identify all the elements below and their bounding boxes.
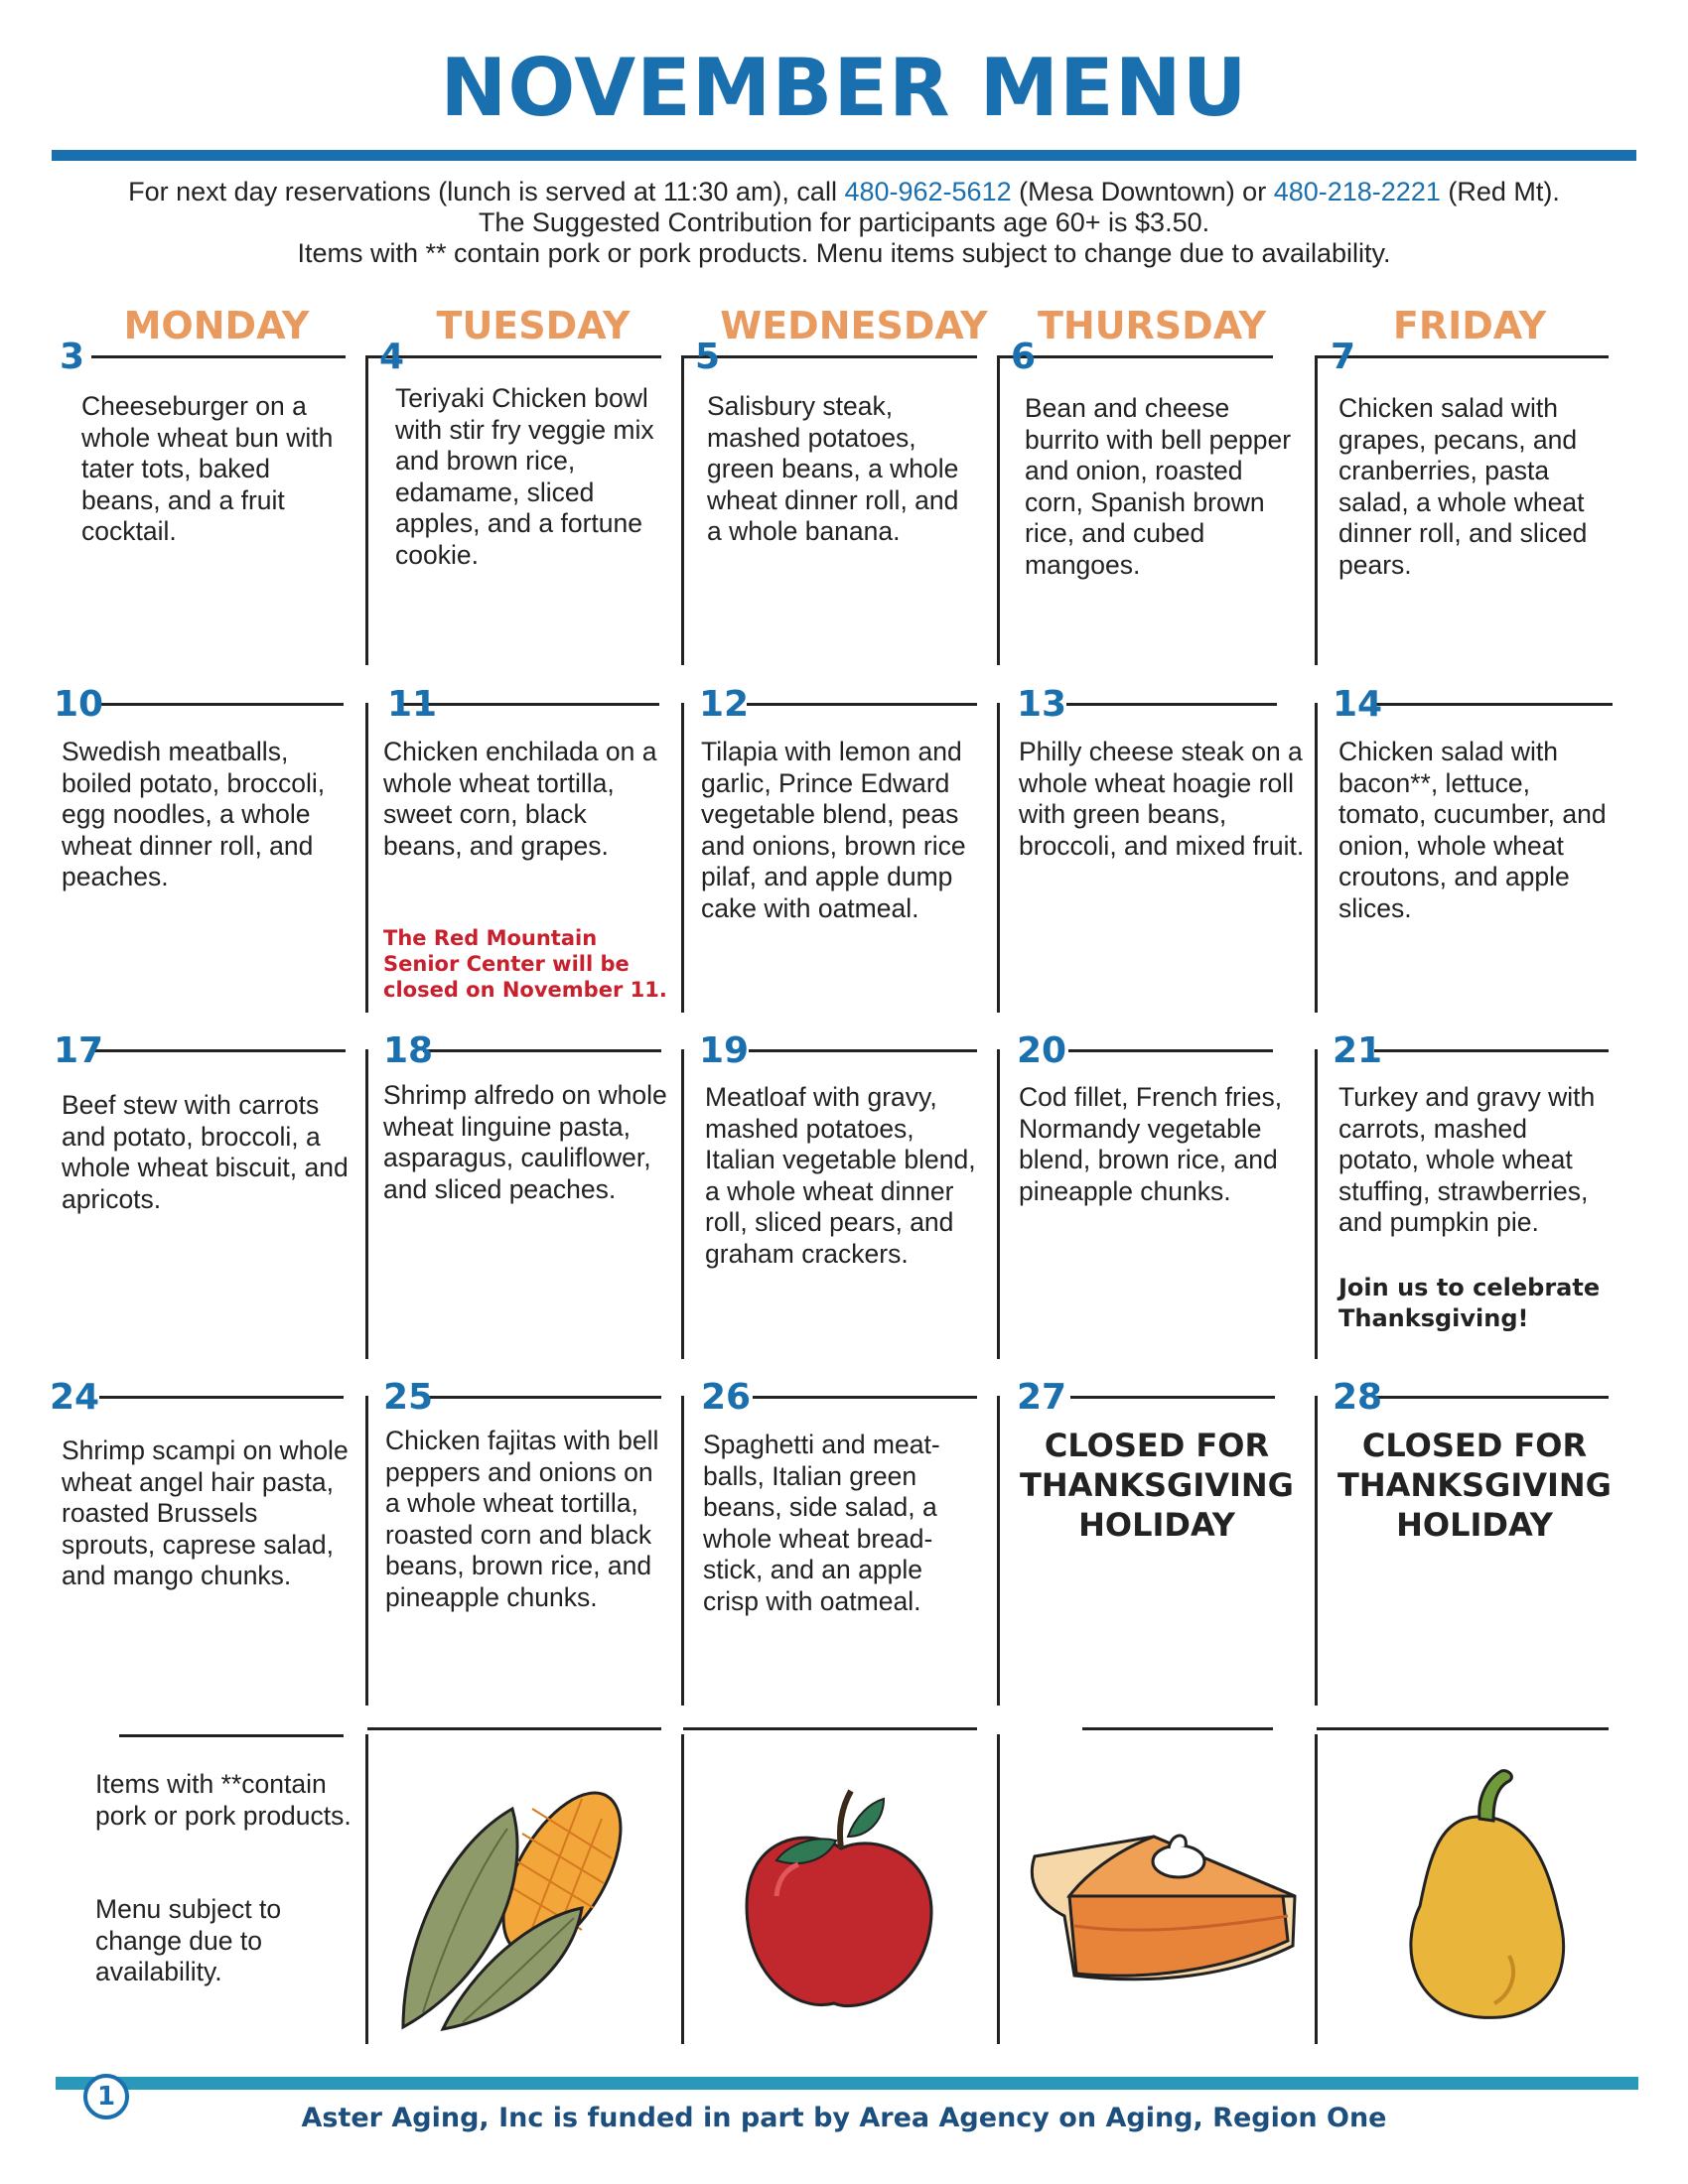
footer-rule [56,2077,1638,2090]
grid-line [91,1049,346,1052]
date-number: 14 [1333,684,1383,725]
meal-description: Chicken salad with grapes, pecans, and cranberries, pasta salad, a whole wheat dinner roll, and sliced pears. [1338,393,1588,580]
day-wednesday: WEDNESDAY [720,304,988,347]
grid-line [1317,355,1609,358]
grid-line [1374,1396,1609,1399]
grid-line [99,1396,344,1399]
phone-mesa-link[interactable]: 480-962-5612 [844,177,1012,206]
grid-line [1315,1734,1318,2044]
meal-description: Shrimp scampi on whole wheat angel hair pasta, roasted Brussels sprouts, caprese salad, and mango chunks. [62,1435,349,1590]
grid-line [365,355,368,665]
closed-notice: CLOSED FOR THANKSGIVING HOLIDAY [1337,1427,1612,1544]
meal-description: Chicken salad with bacon**, lettuce, tomato, cucumber, and onion, whole wheat croutons, and apple slices. [1338,737,1607,923]
corn-icon [383,1769,671,2037]
grid-line [365,703,368,1013]
meal-description: Spaghetti and meat-balls, Italian green beans, side salad, a whole wheat bread-stick, and an apple crisp with oatmeal. [703,1430,940,1616]
date-number: 19 [699,1030,750,1071]
grid-line [749,1049,977,1052]
day-thursday: THURSDAY [1037,304,1267,347]
closed-notice: CLOSED FOR THANKSGIVING HOLIDAY [1020,1427,1294,1544]
thanksgiving-invite: Join us to celebrate Thanksgiving! [1338,1274,1601,1332]
meal-description: Chicken enchilada on a whole wheat tortilla, sweet corn, black beans, and grapes. [383,737,657,861]
page-number: 1 [83,2074,129,2119]
grid-line [681,1734,684,2044]
date-number: 27 [1017,1377,1067,1418]
grid-line [997,1734,1000,2044]
grid-line [1068,1049,1273,1052]
grid-line [747,703,977,706]
date-number: 3 [60,337,85,377]
grid-line [365,1049,368,1359]
meal-description: Tilapia with lemon and garlic, Prince Edward vegetable blend, peas and onions, brown rice pilaf, and apple dump cake with oatmeal. [701,737,966,923]
date-number: 7 [1331,337,1356,377]
grid-line [1315,703,1318,1013]
grid-line [997,1396,1000,1706]
meal-description: Shrimp alfredo on whole wheat linguine pasta, asparagus, cauliflower, and sliced peaches. [383,1080,667,1204]
meal-description: Cod fillet, French fries, Normandy vegetable blend, brown rice, and pineapple chunks. [1019,1082,1283,1206]
meal-description: Chicken fajitas with bell peppers and onions on a whole wheat tortilla, roasted corn and black beans, brown rice, and pineapple chunks. [385,1426,659,1612]
contribution-line: The Suggested Contribution for participants age 60+ is $3.50. [478,207,1210,237]
grid-line [119,1734,344,1737]
closure-notice: The Red Mountain Senior Center will be closed on November 11. [383,926,667,1002]
meal-description: Bean and cheese burrito with bell pepper and onion, roasted corn, Spanish brown rice, and cubed mangoes. [1025,393,1292,580]
phone-red-mt-link[interactable]: 480-218-2221 [1273,177,1441,206]
grid-line [91,355,346,358]
funding-footer: Aster Aging, Inc is funded in part by Area Agency on Aging, Region One [301,2103,1387,2133]
meal-description: Swedish meatballs, boiled potato, broccoli, egg noodles, a whole wheat dinner roll, and peaches. [62,737,326,891]
meal-description: Philly cheese steak on a whole wheat hoagie roll with green beans, broccoli, and mixed fruit. [1019,737,1305,861]
page-title: NOVEMBER MENU [440,42,1248,134]
meal-description: Teriyaki Chicken bowl with stir fry veggie mix and brown rice, edamame, sliced apples, and a fortune cookie. [395,383,654,570]
grid-line [999,355,1273,358]
grid-line [1315,355,1318,665]
intro-text [0,177,1688,269]
pumpkin-pie-icon [1005,1777,1313,2005]
day-friday: FRIDAY [1392,304,1547,347]
grid-line [681,1049,684,1359]
grid-line [683,355,977,358]
pork-legend: Items with **contain pork or pork products. [95,1769,352,1831]
date-number: 25 [383,1377,434,1418]
date-number: 24 [50,1377,100,1418]
date-number: 17 [54,1030,104,1071]
grid-line [367,1727,661,1730]
grid-line [1374,1049,1609,1052]
apple-icon [717,1777,965,2025]
date-number: 18 [383,1030,434,1071]
grid-line [429,1396,661,1399]
date-number: 20 [1017,1030,1067,1071]
grid-line [997,1049,1000,1359]
date-number: 26 [701,1377,752,1418]
date-number: 13 [1017,684,1067,725]
grid-line [681,703,684,1013]
grid-line [365,1734,368,2044]
meal-description: Turkey and gravy with carrots, mashed potato, whole wheat stuffing, strawberries, and pumpkin pie. [1338,1082,1596,1237]
grid-line [997,703,1000,1013]
grid-line [365,1396,368,1706]
grid-line [681,355,684,665]
grid-line [753,1396,977,1399]
grid-line [1066,703,1277,706]
meal-description: Salisbury steak, mashed potatoes, green beans, a whole wheat dinner roll, and a whole banana. [707,391,959,546]
grid-line [1315,1049,1318,1359]
reservation-line: For next day reservations (lunch is served at 11:30 am), call 480-962-5612 (Mesa Downtown) or 480-218-2221 (Red Mt). [128,177,1560,206]
date-number: 21 [1333,1030,1383,1071]
pork-notice-line: Items with ** contain pork or pork products. Menu items subject to change due to availability. [297,238,1391,268]
squash-icon [1360,1757,1599,2035]
date-number: 6 [1011,337,1037,377]
day-tuesday: TUESDAY [436,304,631,347]
grid-line [1317,1727,1609,1730]
date-number: 5 [695,337,721,377]
date-number: 10 [54,684,104,725]
grid-line [367,355,661,358]
day-monday: MONDAY [123,304,310,347]
meal-description: Meatloaf with gravy, mashed potatoes, Italian vegetable blend, a whole wheat dinner roll, sliced pears, and graham crackers. [705,1082,976,1269]
date-number: 28 [1333,1377,1383,1418]
change-legend: Menu subject to change due to availability. [95,1894,282,1986]
grid-line [683,1727,977,1730]
date-number: 12 [699,684,750,725]
grid-line [1315,1396,1318,1706]
grid-line [1372,703,1613,706]
date-number: 11 [387,684,438,725]
meal-description: Cheeseburger on a whole wheat bun with tater tots, baked beans, and a fruit cocktail. [81,391,334,546]
grid-line [97,703,344,706]
grid-line [1082,1727,1273,1730]
meal-description: Beef stew with carrots and potato, broccoli, a whole wheat biscuit, and apricots. [62,1090,349,1214]
date-number: 4 [379,337,405,377]
grid-line [401,703,659,706]
grid-line [1070,1396,1275,1399]
grid-line [997,355,1000,665]
grid-line [681,1396,684,1706]
grid-line [423,1049,661,1052]
title-rule [52,150,1636,161]
